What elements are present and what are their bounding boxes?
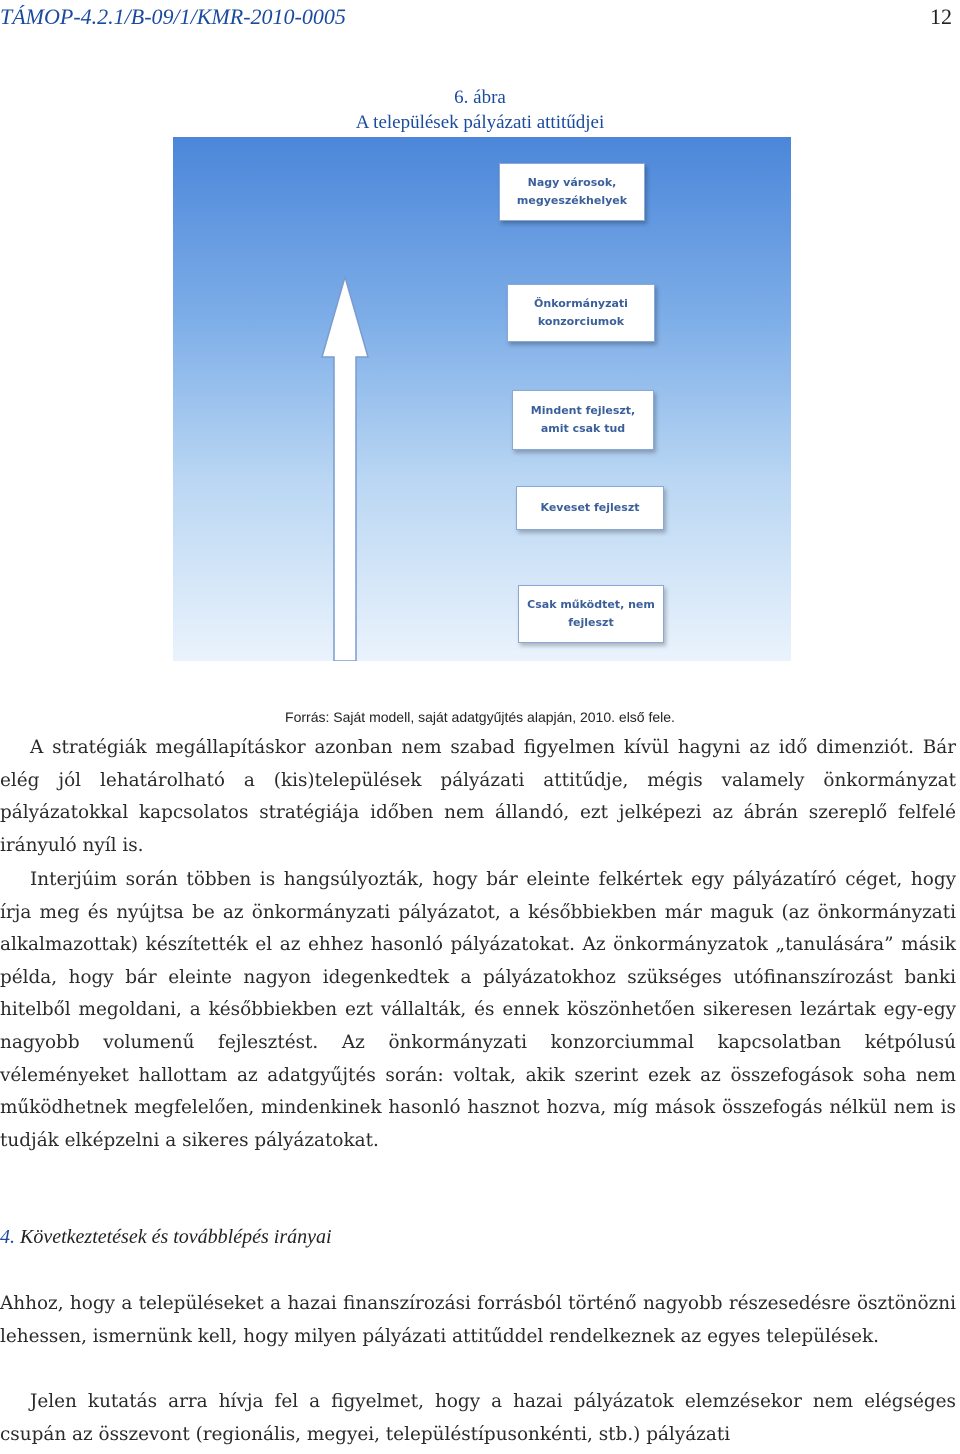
section-number: 4. xyxy=(0,1226,15,1248)
box-develops-everything: Mindent fejleszt, amit csak tud xyxy=(512,390,654,450)
paragraph-interviews: Interjúim során többen is hangsúlyozták, hogy bár eleinte felkértek egy pályázatíró céget, hogy írja meg és nyújtsa be az önkormányzati pályázatot, a későbbiekben már maguk (az önkormányzati alkalmazottak) készítették el az ehhez hasonló pályázatokat. Az önkormányzatok „tanulására” másik példa, hogy bár eleinte nagyon idegenkedtek a pályázatokhoz szükséges utófinanszírozást banki hitelből megoldani, a későbbiekben ezt vállalták, és ennek köszönhetően sikeresen lezártak egy-egy nagyobb volumenű fejlesztést. Az önkormányzati konzorciummal kapcsolatban kétpólusú véleményeket hallottam az adatgyűjtés során: voltak, akik szerint ezek az összefogások soha nem működhetnek megfelelően, mindenkinek hasonló hasznot hozva, míg mások összefogás nélkül nem is tudják elképzelni a sikeres pályázatokat. xyxy=(0,869,956,1151)
paragraph-time-dimension: A stratégiák megállapításkor azonban nem szabad figyelmen kívül hagyni az idő dimenziót. Bár elég jól lehatárolható a (kis)települések pályázati attitűdje, mégis valamely önkormányzat pályázatokkal kapcsolatos stratégiája időben nem állandó, ezt jelképezi az ábrán szereplő felfelé irányuló nyíl is. xyxy=(0,737,956,856)
upward-arrow-graphic xyxy=(173,137,791,661)
figure-source: Forrás: Saját modell, saját adatgyűjtés alapján, 2010. első fele. xyxy=(285,709,675,725)
box-develops-little: Keveset fejleszt xyxy=(516,486,664,530)
box-municipal-consortia: Önkormányzati konzorciumok xyxy=(507,284,655,342)
figure-diagram xyxy=(173,137,791,661)
box-large-cities: Nagy városok, megyeszékhelyek xyxy=(499,163,645,221)
section-heading xyxy=(0,1226,332,1249)
section-title: Következtetések és továbblépés irányai xyxy=(20,1226,332,1248)
page-number: 12 xyxy=(930,4,952,29)
figure-number: 6. ábra xyxy=(454,87,506,108)
paragraph-attitudes: Ahhoz, hogy a településeket a hazai finanszírozási forrásból történő nagyobb részesedésre ösztönözni lehessen, ismernünk kell, hogy milyen pályázati attitűddel rendelkeznek az egyes települések. xyxy=(0,1293,956,1347)
figure-title: A települések pályázati attitűdjei xyxy=(355,112,605,133)
box-only-operates: Csak működtet, nem fejleszt xyxy=(518,585,664,643)
paragraph-research: Jelen kutatás arra hívja fel a figyelmet, hogy a hazai pályázatok elemzésekor nem elégséges csupán az összevont (regionális, megyei, településtípusonkénti, stb.) pályázati xyxy=(0,1391,956,1445)
document-code: TÁMOP-4.2.1/B-09/1/KMR-2010-0005 xyxy=(0,4,346,29)
upward-arrow xyxy=(322,277,368,661)
